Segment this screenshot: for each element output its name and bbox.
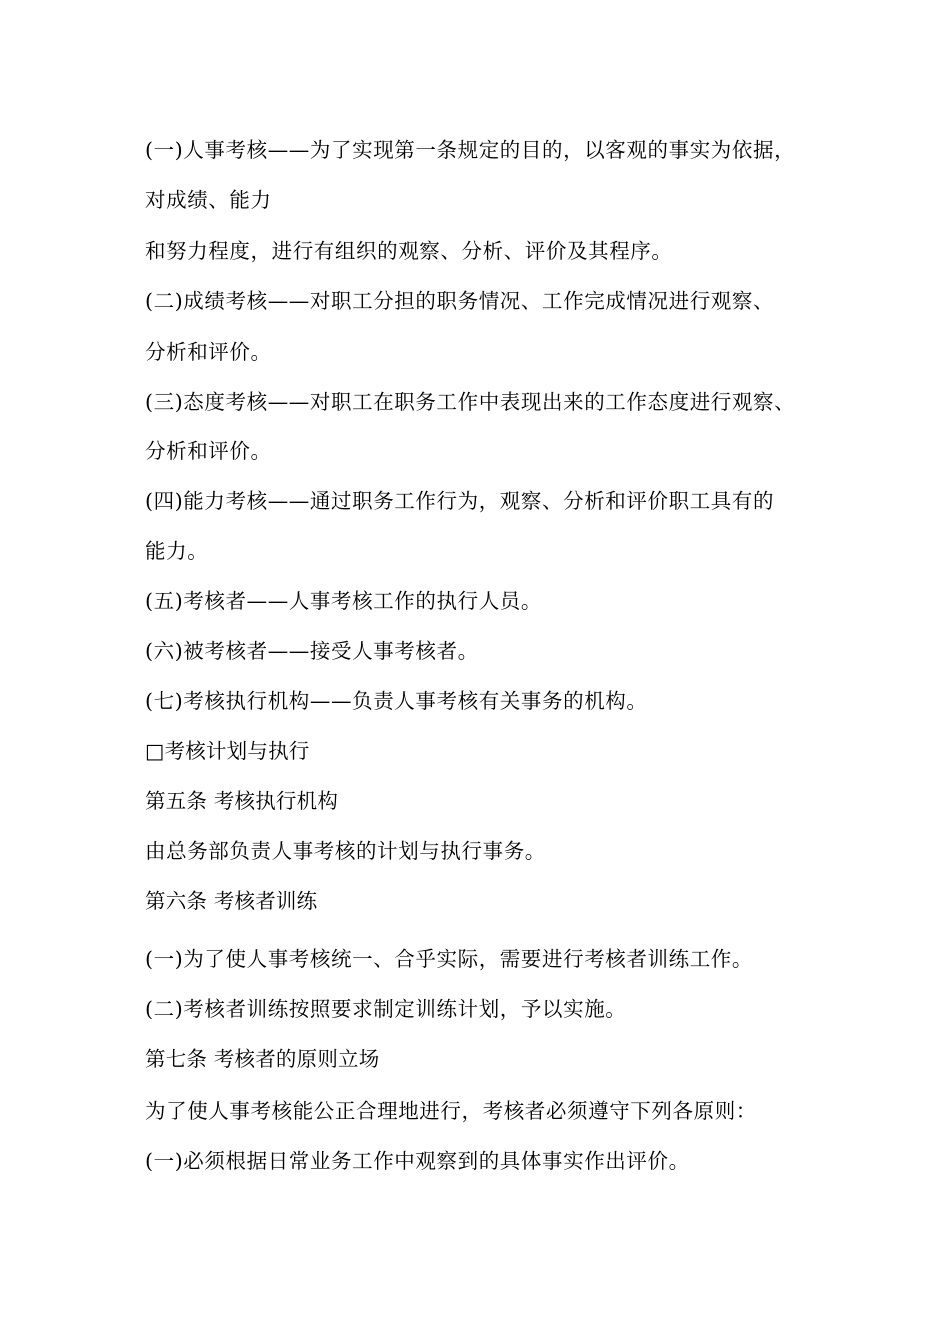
paragraph-line: 和努力程度，进行有组织的观察、分析、评价及其程序。 [145, 239, 673, 263]
paragraph-line: (四)能力考核——通过职务工作行为，观察、分析和评价职工具有的 [145, 489, 775, 513]
paragraph-line: (二)成绩考核——对职工分担的职务情况、工作完成情况进行观察、 [145, 289, 775, 313]
article-heading: 第五条 考核执行机构 [145, 789, 339, 813]
paragraph-line: 能力。 [145, 539, 209, 563]
paragraph-line: (二)考核者训练按照要求制定训练计划，予以实施。 [145, 997, 627, 1021]
paragraph-line: (一)人事考核——为了实现第一条规定的目的，以客观的事实为依据， [145, 138, 796, 162]
paragraph-line: 由总务部负责人事考核的计划与执行事务。 [145, 839, 546, 863]
paragraph-line: 对成绩、能力 [145, 188, 272, 212]
paragraph-line: (三)态度考核——对职工在职务工作中表现出来的工作态度进行观察、 [145, 390, 796, 414]
paragraph-line: 分析和评价。 [145, 439, 272, 463]
paragraph-line: (七)考核执行机构——负责人事考核有关事务的机构。 [145, 689, 648, 713]
paragraph-line: (一)必须根据日常业务工作中观察到的具体事实作出评价。 [145, 1149, 690, 1173]
paragraph-line: (一)为了使人事考核统一、合乎实际，需要进行考核者训练工作。 [145, 947, 753, 971]
paragraph-line: (六)被考核者——接受人事考核者。 [145, 639, 479, 663]
article-heading: 第六条 考核者训练 [145, 889, 318, 913]
section-heading: □考核计划与执行 [145, 739, 310, 763]
paragraph-line: (五)考核者——人事考核工作的执行人员。 [145, 589, 542, 613]
paragraph-line: 分析和评价。 [145, 340, 272, 364]
article-heading: 第七条 考核者的原则立场 [145, 1047, 380, 1071]
paragraph-line: 为了使人事考核能公正合理地进行，考核者必须遵守下列各原则： [145, 1099, 757, 1123]
